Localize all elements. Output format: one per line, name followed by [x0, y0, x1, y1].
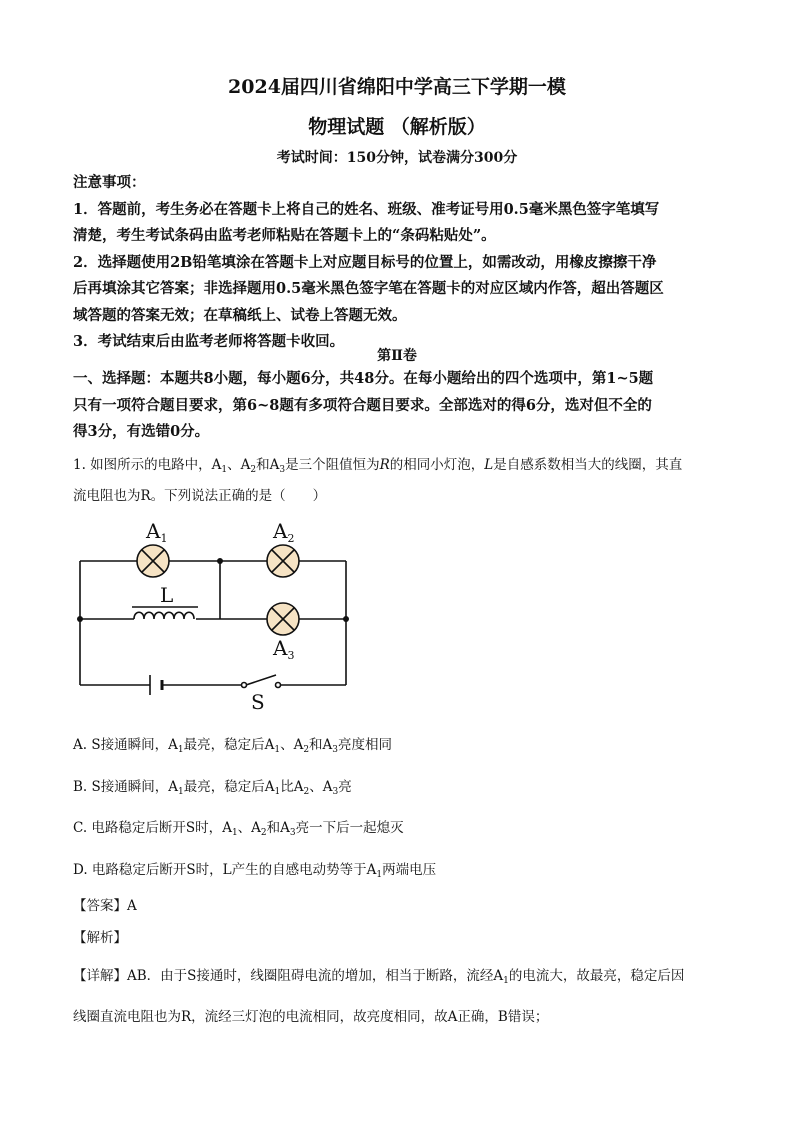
page-title: 2024届四川省绵阳中学高三下学期一模 [228, 76, 566, 98]
option-d: D. 电路稳定后断开S时，L产生的自感电动势等于$A_1$两端电压 [73, 862, 437, 880]
notes-section [73, 170, 723, 356]
part1-line-1: 一、选择题：本题共8小题，每小题6分，共48分。在每小题给出的四个选项中，第1~5题 [73, 370, 654, 387]
junction-dots [77, 558, 349, 622]
option-a: A. S接通瞬间，$A_1$最亮，稳定后$A_1$、$A_2$和$A_3$亮度相同 [73, 737, 393, 755]
option-b: B. S接通瞬间，$A_1$最亮，稳定后$A_1$比$A_2$、$A_3$亮 [73, 779, 352, 797]
note-item-2-line-1: 2．选择题使用2B铅笔填涂在答题卡上对应题目标号的位置上，如需改动，用橡皮擦擦干净 [73, 253, 657, 271]
lamp-a3-label: $A_3$ [273, 636, 295, 662]
inductor-icon [132, 607, 198, 619]
switch-icon [242, 675, 281, 688]
lamp-ref-a1: $A_1$ [211, 457, 228, 475]
circuit-diagram [70, 515, 360, 715]
lamp-a1-icon [137, 545, 169, 577]
exam-info: 考试时间：150分钟，试卷满分300分 [276, 150, 518, 166]
lamp-a2-icon [267, 545, 299, 577]
detail-line-1: 【详解】AB．由于S接通时，线圈阻碍电流的增加，相当于断路，流经$A_1$的电流大，故最亮，稳定后因 [73, 968, 685, 986]
lamp-a2-label: $A_2$ [273, 519, 295, 545]
note-item-1-line-2: 清楚，考生考试条码由监考老师粘贴在答题卡上的“条码粘贴处”。 [73, 227, 496, 244]
inductor-label: L [160, 583, 174, 607]
part1-line-2: 只有一项符合题目要求，第6~8题有多项符合题目要求。全部选对的得6分，选对但不全的 [73, 396, 652, 414]
lamp-a3-icon [267, 603, 299, 635]
lamp-a1-label: $A_1$ [146, 519, 168, 545]
detail-line-2: 线圈直流电阻也为R，流经三灯泡的电流相同，故亮度相同，故A正确，B错误； [73, 1009, 549, 1025]
lamp-ref-a3: $A_3$ [269, 457, 286, 475]
page-subtitle: 物理试题 （解析版） [308, 116, 486, 138]
part1-instructions [73, 366, 723, 446]
switch-label: S [251, 690, 265, 714]
stem-text: 1. 如图所示的电路中， [73, 457, 212, 473]
detail-explanation [73, 958, 723, 1035]
section-title: 第Ⅱ卷 [377, 348, 417, 364]
part1-line-3: 得3分，有选错0分。 [73, 423, 210, 440]
lamp-ref-a2: $A_2$ [240, 457, 257, 475]
question-1-line-2: 流电阻也为R。下列说法正确的是（ ） [73, 488, 327, 504]
question-1-stem [73, 452, 723, 509]
answer-label: 【答案】A [73, 898, 137, 914]
analysis-label: 【解析】 [73, 930, 127, 946]
note-item-2-line-2: 后再填涂其它答案；非选择题用0.5毫米黑色签字笔在答题卡的对应区域内作答，超出答题区 [73, 280, 664, 297]
note-item-1-line-1: 1．答题前，考生务必在答题卡上将自己的姓名、班级、准考证号用0.5毫米黑色签字笔填写 [73, 200, 660, 218]
note-item-3: 3．考试结束后由监考老师将答题卡收回。 [73, 333, 345, 350]
note-item-2-line-3: 域答题的答案无效；在草稿纸上、试卷上答题无效。 [73, 306, 407, 324]
question-1-line-1: 1. 如图所示的电路中，$A_1$、$A_2$和$A_3$是三个阻值恒为R的相同小灯泡，L是自感系数相当大的线圈，其直 [73, 457, 683, 475]
option-c: C. 电路稳定后断开S时，$A_1$、$A_2$和$A_3$亮一下后一起熄灭 [73, 820, 404, 838]
battery-icon [150, 675, 162, 695]
notes-heading: 注意事项： [73, 174, 146, 191]
